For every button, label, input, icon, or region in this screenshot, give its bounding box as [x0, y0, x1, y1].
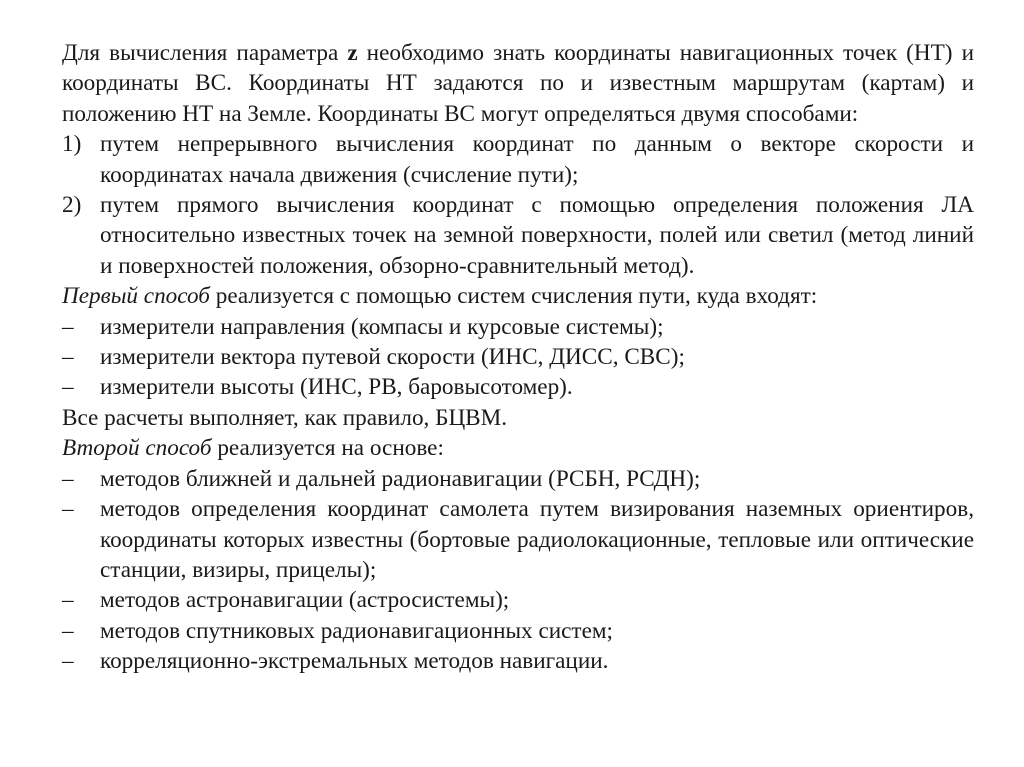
list-item-text: методов определения координат самолета путем визирования наземных ориентиров, координаты которых известны (бортовые радиолокационные, тепловые или оптические станции, визиры, прицелы);: [100, 496, 974, 583]
first-method-item-3: [62, 372, 974, 402]
list-item-text: измерители направления (компасы и курсовые системы);: [100, 313, 664, 340]
second-method-label: Второй способ: [62, 435, 212, 462]
dash-marker: –: [62, 344, 74, 371]
second-method-text: реализуется на основе:: [211, 435, 444, 462]
list-marker: 2): [62, 192, 82, 219]
dash-marker: –: [62, 313, 74, 340]
intro-text-end: необходимо знать координаты навигационных точек (НТ) и координаты ВС. Координаты НТ задаются по и известным маршрутам (картам) и положению НТ на Земле. Координаты ВС могут определяться двумя способами:: [62, 40, 974, 127]
list-item-text: методов спутниковых радионавигационных систем;: [100, 617, 613, 644]
first-method-text: реализуется с помощью систем счисления пути, куда входят:: [209, 283, 818, 310]
second-method-item-3: [62, 585, 974, 615]
first-method-item-1: [62, 312, 974, 342]
parameter-z: z: [347, 40, 358, 66]
second-method-item-1: [62, 464, 974, 494]
list-item-text: путем непрерывного вычисления координат по данным о векторе скорости и координатах начала движения (счисление пути);: [100, 131, 974, 188]
list-item-text: измерители высоты (ИНС, РВ, баровысотомер).: [100, 374, 573, 401]
dash-marker: –: [62, 465, 74, 492]
first-method-heading: [62, 281, 974, 311]
second-method-heading: [62, 433, 974, 463]
first-method-item-2: [62, 342, 974, 372]
intro-text-start: Для вычисления параметра: [62, 40, 348, 66]
dash-marker: –: [62, 617, 74, 644]
dash-marker: –: [62, 496, 74, 523]
dash-marker: –: [62, 648, 74, 675]
dash-marker: –: [62, 374, 74, 401]
second-method-item-5: [62, 646, 974, 676]
list-item-text: измерители вектора путевой скорости (ИНС, ДИСС, СВС);: [100, 344, 685, 371]
intro-paragraph: [62, 38, 974, 129]
computation-note: Все расчеты выполняет, как правило, БЦВМ.: [62, 404, 508, 431]
list-item-text: путем прямого вычисления координат с помощью определения положения ЛА относительно известных точек на земной поверхности, полей или светил (метод линий и поверхностей положения, обзорно-сравнительный метод).: [100, 192, 974, 279]
numbered-item-1: [62, 129, 974, 190]
list-marker: 1): [62, 131, 82, 158]
dash-marker: –: [62, 587, 74, 614]
second-method-item-2: [62, 494, 974, 585]
document-page: [62, 38, 974, 677]
second-method-item-4: [62, 616, 974, 646]
numbered-item-2: [62, 190, 974, 281]
list-item-text: методов астронавигации (астросистемы);: [100, 587, 510, 614]
list-item-text: методов ближней и дальней радионавигации (РСБН, РСДН);: [100, 465, 701, 492]
first-method-label: Первый способ: [62, 283, 210, 310]
list-item-text: корреляционно-экстремальных методов навигации.: [100, 648, 609, 675]
